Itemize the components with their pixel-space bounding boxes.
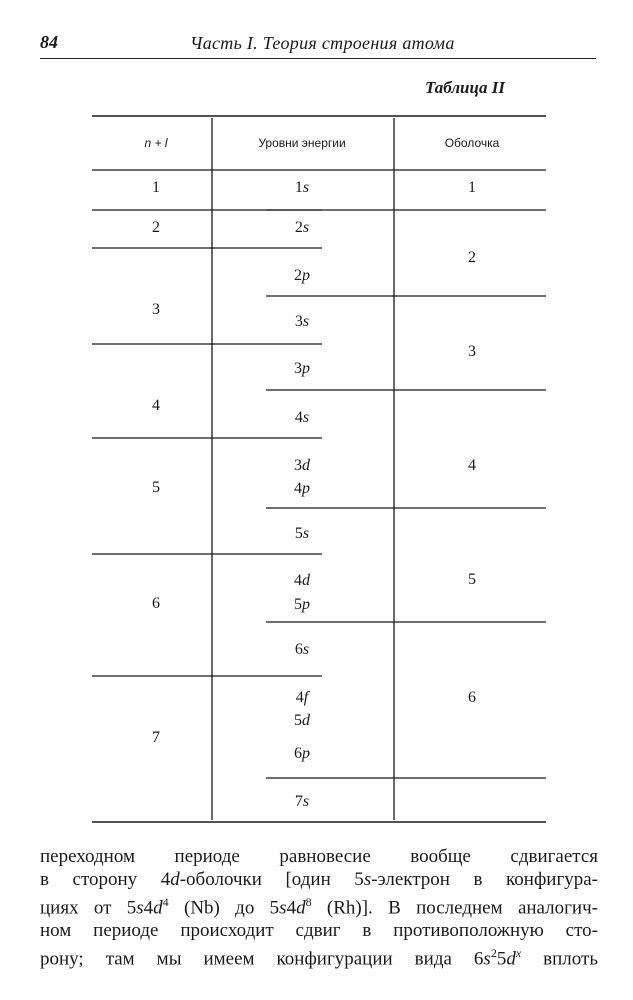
energy-level: 3s xyxy=(294,313,310,330)
energy-level: 2s xyxy=(294,219,310,236)
energy-level: 4s xyxy=(294,409,310,426)
shell-value: 4 xyxy=(468,457,476,474)
header-energy-levels: Уровни энергии xyxy=(258,136,346,150)
energy-level: 2p xyxy=(294,267,310,284)
energy-level: 5d xyxy=(294,712,310,729)
shell-value: 3 xyxy=(468,343,476,360)
table-caption: Таблица II xyxy=(425,78,505,97)
energy-level: 6p xyxy=(294,745,310,762)
shell-value: 2 xyxy=(468,249,476,266)
energy-level: 3d xyxy=(294,457,310,474)
running-title: Часть I. Теория строения атома xyxy=(190,33,455,53)
energy-level: 4d xyxy=(294,572,310,589)
energy-level: 4p xyxy=(294,480,310,497)
header-shell: Оболочка xyxy=(444,136,500,150)
body-line: ном периоде происходит сдвиг в противоположную сто- xyxy=(40,919,598,941)
page-number: 84 xyxy=(40,32,58,52)
energy-level: 5s xyxy=(294,525,310,542)
energy-level: 7s xyxy=(294,793,310,810)
body-line: переходном периоде равновесие вообще сдвигается xyxy=(40,846,598,867)
n-plus-l-value: 3 xyxy=(152,301,160,318)
n-plus-l-value: 6 xyxy=(152,595,160,612)
shell-value: 6 xyxy=(468,689,476,706)
body-paragraph xyxy=(40,846,598,971)
energy-level: 1s xyxy=(294,179,310,196)
energy-level: 6s xyxy=(294,641,310,658)
energy-level: 3p xyxy=(294,360,310,377)
n-plus-l-value: 7 xyxy=(152,729,160,746)
n-plus-l-value: 4 xyxy=(152,397,160,414)
shell-value: 5 xyxy=(468,571,476,588)
body-line: в сторону 4d-оболочки [один 5s-электрон в конфигура- xyxy=(40,868,598,890)
body-line: рону; там мы имеем конфигурации вида $6s^25d^x$ вплоть xyxy=(40,946,598,970)
body-line: циях от $5s4d^4$ (Nb) до $5s4d^8$ (Rh)]. В последнем аналогич- xyxy=(40,895,598,919)
energy-level: 5p xyxy=(294,596,310,613)
header-n-plus-l: n + l xyxy=(144,136,168,150)
n-plus-l-value: 1 xyxy=(152,179,160,196)
n-plus-l-value: 2 xyxy=(152,219,160,236)
n-plus-l-value: 5 xyxy=(152,479,160,496)
shell-value: 1 xyxy=(468,179,476,196)
energy-level: 4f xyxy=(295,689,309,706)
